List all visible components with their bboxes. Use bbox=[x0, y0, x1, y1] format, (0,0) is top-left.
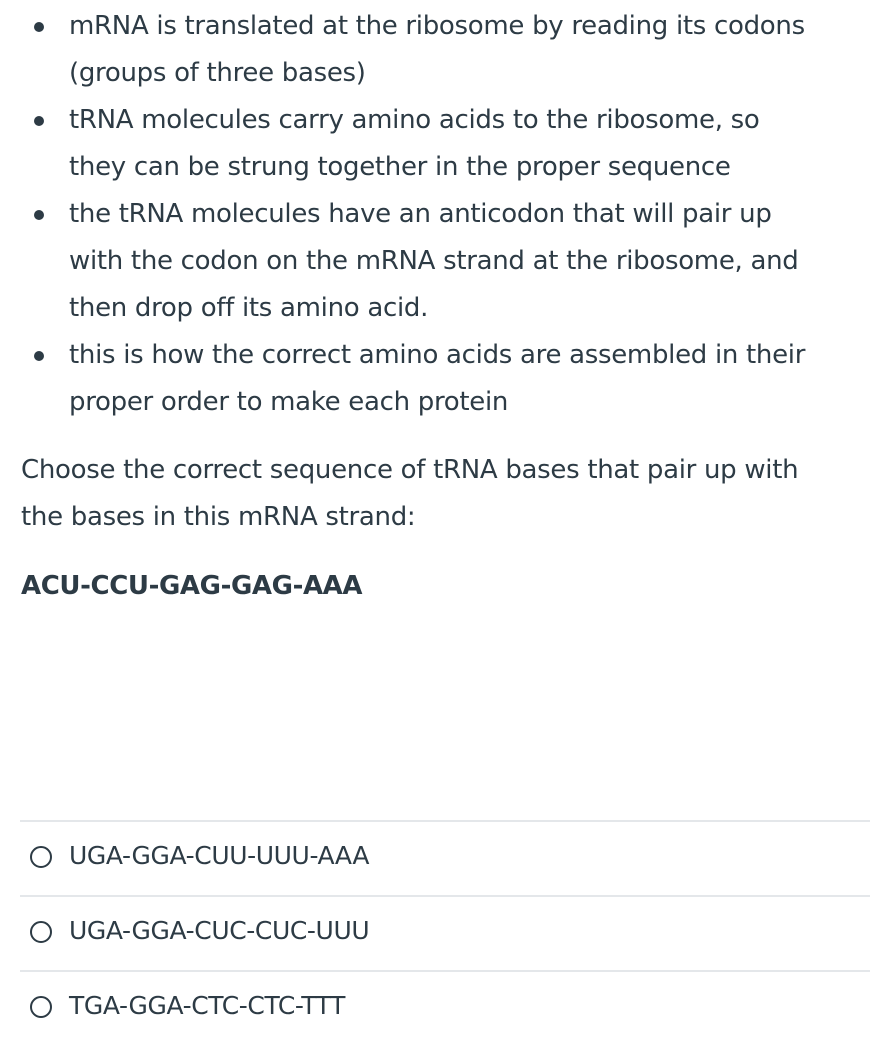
bullet-dot-icon bbox=[34, 351, 44, 361]
info-bullet-list bbox=[0, 3, 882, 426]
bullet-line: they can be strung together in the proper sequence bbox=[69, 152, 731, 182]
answer-label[interactable]: TGA-GGA-CTC-CTC-TTT bbox=[69, 991, 345, 1020]
bullet-line: (groups of three bases) bbox=[69, 58, 366, 88]
answer-list bbox=[20, 820, 870, 1045]
answer-option[interactable] bbox=[20, 820, 870, 895]
bullet-item bbox=[0, 191, 882, 332]
radio-button[interactable] bbox=[30, 996, 52, 1018]
radio-button[interactable] bbox=[30, 921, 52, 943]
bullet-item bbox=[0, 3, 882, 97]
bullet-line: proper order to make each protein bbox=[69, 387, 509, 417]
answer-label[interactable]: UGA-GGA-CUU-UUU-AAA bbox=[69, 841, 370, 870]
question-prompt bbox=[21, 447, 866, 541]
bullet-line: this is how the correct amino acids are assembled in their bbox=[69, 340, 806, 370]
bullet-line: with the codon on the mRNA strand at the ribosome, and bbox=[69, 246, 799, 276]
bullet-dot-icon bbox=[34, 22, 44, 32]
bullet-line: the tRNA molecules have an anticodon that will pair up bbox=[69, 199, 772, 229]
radio-button[interactable] bbox=[30, 846, 52, 868]
bullet-item bbox=[0, 332, 882, 426]
bullet-dot-icon bbox=[34, 210, 44, 220]
bullet-line: then drop off its amino acid. bbox=[69, 293, 429, 323]
answer-option[interactable] bbox=[20, 970, 870, 1045]
question-line: Choose the correct sequence of tRNA bases that pair up with bbox=[21, 455, 799, 485]
answer-option[interactable] bbox=[20, 895, 870, 970]
question-line: the bases in this mRNA strand: bbox=[21, 502, 416, 532]
bullet-line: mRNA is translated at the ribosome by reading its codons bbox=[69, 11, 805, 41]
bullet-dot-icon bbox=[34, 116, 44, 126]
answer-label[interactable]: UGA-GGA-CUC-CUC-UUU bbox=[69, 916, 370, 945]
bullet-line: tRNA molecules carry amino acids to the ribosome, so bbox=[69, 105, 760, 135]
mrna-strand: ACU-CCU-GAG-GAG-AAA bbox=[21, 571, 363, 601]
bullet-item bbox=[0, 97, 882, 191]
